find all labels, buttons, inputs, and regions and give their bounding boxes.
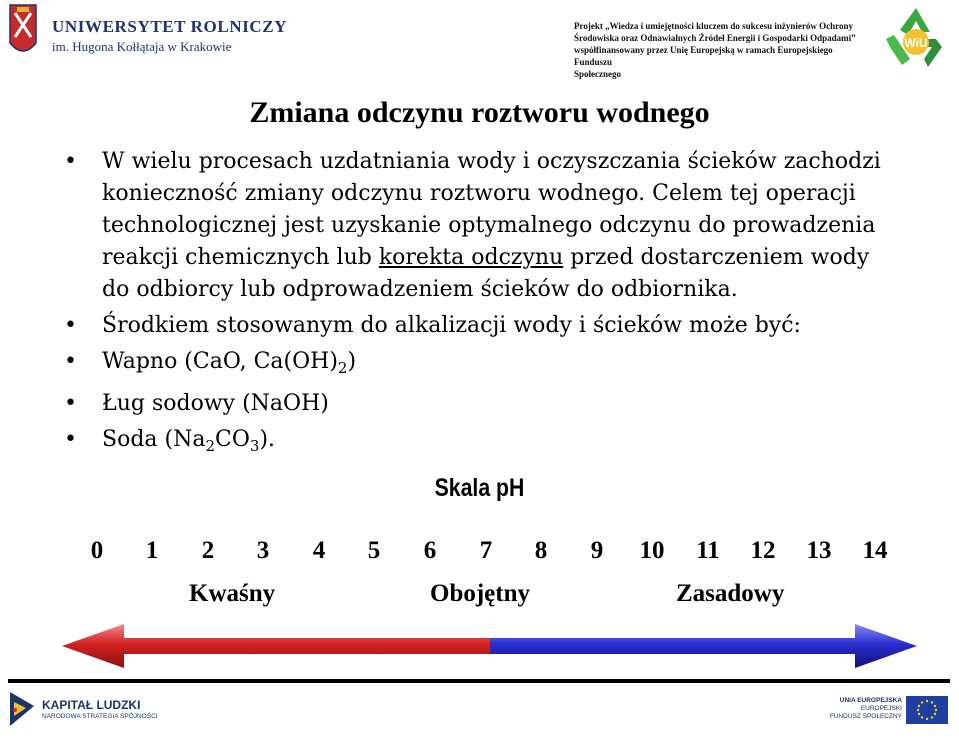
bullet-text: W wielu procesach uzdatniania wody i oczyszczania ścieków zachodzi konieczność zmiany odczynu roztworu wodnego. Celem tej operacji technologicznej jest uzyskanie optymalnego odczynu do prowadzenia reakcji chemicznych lub <box>102 149 881 270</box>
eu-line: FUNDUSZ SPOŁECZNY <box>829 713 902 720</box>
ph-tick: 2 <box>201 537 215 564</box>
project-line: współfinansowany przez Unię Europejską w ramach Europejskiego Funduszu <box>574 45 833 67</box>
eu-line: UNIA EUROPEJSKA <box>839 697 902 704</box>
recycle-wiu-logo <box>880 5 952 69</box>
ph-tick: 3 <box>256 537 270 564</box>
bullet-text: Wapno (CaO, Ca(OH) <box>102 349 338 374</box>
bullet-text: ). <box>259 427 276 452</box>
bullet-list <box>64 146 894 462</box>
bullet-text: Ług sodowy (NaOH) <box>102 391 329 416</box>
project-description <box>574 20 864 80</box>
bullet-icon: • <box>64 313 77 338</box>
ph-tick: 10 <box>639 537 665 564</box>
ph-double-arrow <box>62 620 917 672</box>
footer-divider <box>8 679 950 683</box>
subscript: 2 <box>337 359 348 377</box>
ph-tick: 5 <box>367 537 381 564</box>
project-line: Społecznego <box>574 69 621 79</box>
wiu-logo-text: WiU <box>904 36 928 50</box>
bullet-text: Soda (Na <box>102 427 206 452</box>
bullet-icon: • <box>64 391 77 416</box>
ph-tick: 7 <box>479 537 493 564</box>
list-item <box>64 424 894 462</box>
ph-tick: 13 <box>806 537 832 564</box>
ph-tick: 8 <box>534 537 548 564</box>
ph-scale-title: Skala pH <box>434 474 525 502</box>
ph-tick: 9 <box>590 537 604 564</box>
list-item <box>64 346 894 384</box>
ph-tick: 1 <box>145 537 159 564</box>
project-line: Projekt „Wiedza i umiejętności kluczem do sukcesu inżynierów Ochrony <box>574 21 853 31</box>
university-subtitle: im. Hugona Kołłątaja w Krakowie <box>52 39 232 54</box>
acidic-arrow <box>62 624 490 668</box>
eu-fund-text <box>828 697 902 721</box>
ph-tick: 6 <box>423 537 437 564</box>
subscript: 3 <box>249 437 260 455</box>
kapital-ludzki-name: KAPITAŁ LUDZKI <box>42 698 141 712</box>
correction-link[interactable]: korekta odczynu <box>378 245 564 270</box>
project-line: Środowiska oraz Odnawialnych Źródeł Energii i Gospodarki Odpadami” <box>574 33 856 43</box>
bullet-icon: • <box>64 149 77 174</box>
ph-tick: 4 <box>312 537 326 564</box>
neutral-label: Obojętny <box>430 580 530 607</box>
bullet-text: przed dostarczeniem wody do odbiorcy lub odprowadzeniem ścieków do odbiornika. <box>102 245 870 302</box>
list-item <box>64 388 894 420</box>
ph-tick: 0 <box>90 537 104 564</box>
bullet-text: ) <box>347 349 357 374</box>
kapital-ludzki-logo <box>6 686 38 732</box>
basic-arrow <box>490 624 917 668</box>
bullet-text: Środkiem stosowanym do alkalizacji wody i ścieków może być: <box>102 313 801 338</box>
ph-tick: 11 <box>696 537 720 564</box>
bullet-icon: • <box>64 427 77 452</box>
subscript: 2 <box>205 437 216 455</box>
slide-title: Zmiana odczynu roztworu wodnego <box>249 96 710 129</box>
list-item <box>64 146 894 306</box>
university-crest-logo <box>6 3 40 61</box>
ph-scale-ticks <box>0 537 959 567</box>
eu-flag-icon <box>906 696 948 724</box>
basic-label: Zasadowy <box>676 580 785 607</box>
eu-line: EUROPEJSKI <box>860 705 902 712</box>
bullet-icon: • <box>64 349 77 374</box>
ph-tick: 12 <box>750 537 776 564</box>
university-name: UNIWERSYTET ROLNICZY <box>52 17 288 36</box>
list-item <box>64 310 894 342</box>
ph-tick: 14 <box>862 537 888 564</box>
bullet-text: CO <box>215 427 250 452</box>
kapital-ludzki-subtitle: NARODOWA STRATEGIA SPÓJNOŚCI <box>42 713 158 720</box>
acidic-label: Kwaśny <box>189 580 276 607</box>
